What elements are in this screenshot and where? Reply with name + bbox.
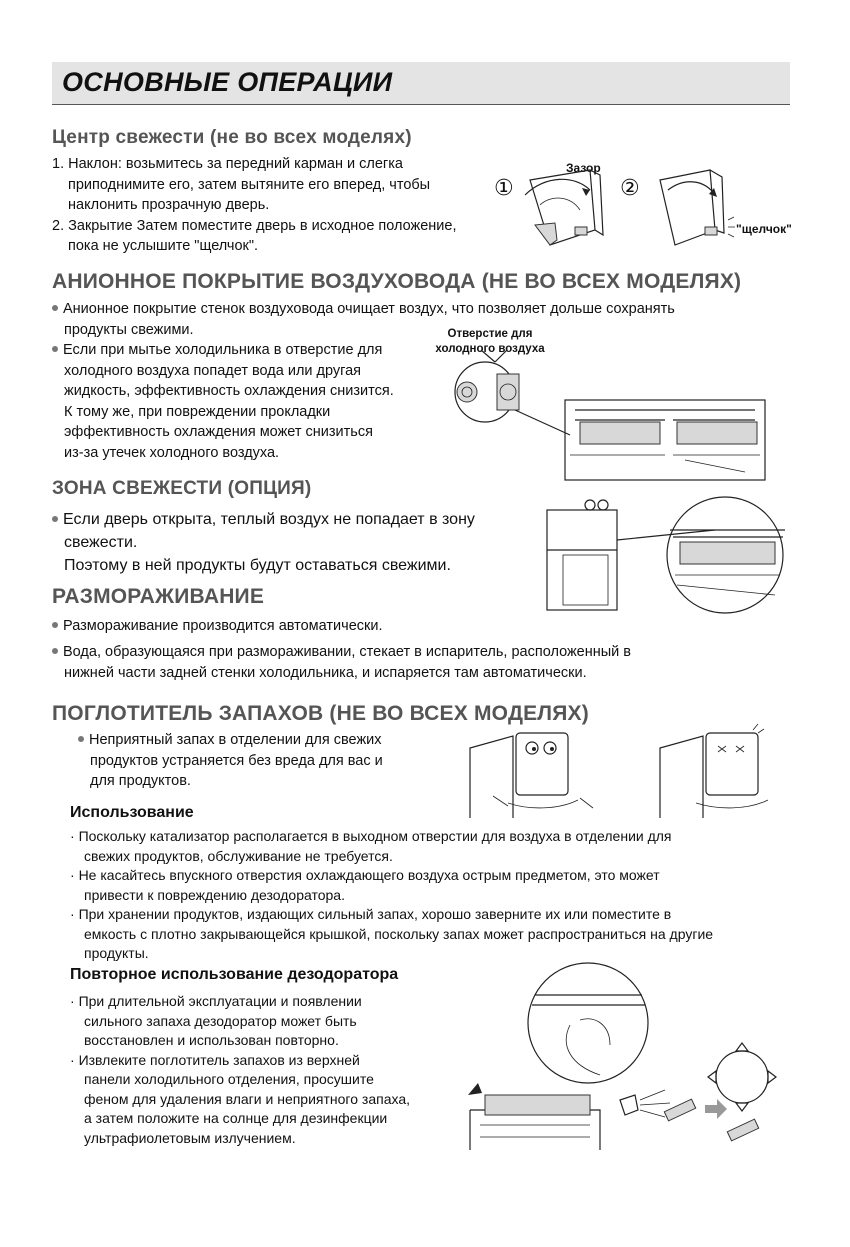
label-line: Отверстие для	[447, 328, 533, 340]
usage-item: · Не касайтесь впускного отверстия охлаждающего воздуха острым предметом, это может	[70, 867, 660, 883]
usage-heading: Использование	[70, 804, 194, 821]
close-illustration	[650, 165, 740, 255]
deodorizer-reuse-illustration	[460, 965, 790, 1150]
text-line: Поэтому в ней продукты будут оставаться свежими.	[64, 557, 451, 574]
reuse-item: · При длительной эксплуатации и появлении	[70, 993, 362, 1009]
fresh-zone-heading: ЗОНА СВЕЖЕСТИ (ОПЦИЯ)	[52, 478, 312, 499]
usage-item: · Поскольку катализатор располагается в выходном отверстии для воздуха в отделении для	[70, 828, 672, 844]
text-line: привести к повреждению дезодоратора.	[84, 886, 345, 903]
text-line: панели холодильного отделения, просушите	[84, 1071, 374, 1087]
anion-heading: АНИОННОЕ ПОКРЫТИЕ ВОЗДУХОВОДА (НЕ ВО ВСЕХ МОДЕЛЯХ)	[52, 270, 742, 293]
text-line: приподнимите его, затем вытяните его вперед, чтобы	[68, 176, 431, 193]
text-line: жидкость, эффективность охлаждения снизится.	[64, 383, 394, 399]
defrost-heading: РАЗМОРАЖИВАНИЕ	[52, 585, 265, 608]
cold-air-duct-illustration	[445, 360, 775, 480]
text-line: ультрафиолетовым излучением.	[84, 1129, 296, 1146]
usage-list	[70, 827, 713, 964]
step-number-1: ①	[494, 175, 514, 200]
text-line: феном для удаления влаги и неприятного запаха,	[84, 1090, 410, 1107]
page-header	[52, 62, 790, 105]
text-line: 2. Закрытие Затем поместите дверь в исходное положение,	[52, 217, 457, 234]
bullet-item: Размораживание производится автоматически.	[52, 616, 631, 637]
text-line: сильного запаха дезодоратор может быть	[84, 1012, 357, 1029]
text-line: восстановлен и использован повторно.	[84, 1032, 339, 1048]
text-line: пока не услышите "щелчок".	[68, 238, 259, 254]
page-title: ОСНОВНЫЕ ОПЕРАЦИИ	[62, 67, 393, 97]
text-line: нижней части задней стенки холодильника, и испаряется там автоматически.	[64, 665, 587, 681]
odor-heading: ПОГЛОТИТЕЛЬ ЗАПАХОВ (НЕ ВО ВСЕХ МОДЕЛЯХ)	[52, 702, 589, 725]
text-line: К тому же, при повреждении прокладки	[64, 403, 331, 420]
usage-item: · При хранении продуктов, издающих сильный запах, хорошо заверните их или поместите в	[70, 906, 672, 922]
fresh-center-heading: Центр свежести (не во всех моделях)	[52, 127, 412, 148]
text-line: а затем положите на солнце для дезинфекции	[84, 1110, 388, 1126]
text-line: продуктов устраняется без вреда для вас и	[90, 752, 383, 769]
text-line: для продуктов.	[90, 773, 191, 789]
text-line: Извлеките поглотитель запахов из верхней	[78, 1051, 360, 1068]
bullet-item: Если дверь открыта, теплый воздух не попадает в зону	[52, 508, 475, 531]
text-line: При хранении продуктов, издающих сильный запах, хорошо заверните их или поместите в	[78, 906, 672, 922]
bullet-item: Вода, образующаяся при размораживании, стекает в испаритель, расположенный в	[52, 642, 631, 663]
text-line: свежести.	[64, 534, 138, 551]
text-line: Поскольку катализатор располагается в выходном отверстии для воздуха в отделении для	[78, 828, 672, 844]
text-line: 1. Наклон: возьмитесь за передний карман и слегка	[52, 156, 403, 172]
bullet-item: Анионное покрытие стенок воздуховода очищает воздух, что позволяет дольше сохранять	[52, 299, 675, 320]
gap-label: Зазор	[566, 161, 601, 175]
reuse-item: · Извлеките поглотитель запахов из верхней	[70, 1051, 360, 1068]
bullet-item: Неприятный запах в отделении для свежих	[78, 730, 383, 751]
fresh-center-text	[52, 154, 457, 257]
step-number-2: ②	[620, 175, 640, 200]
cold-air-hole-label	[430, 327, 550, 357]
text-line: наклонить прозрачную дверь.	[68, 197, 270, 213]
label-line: холодного воздуха	[435, 343, 545, 355]
text-line: продукты.	[84, 945, 149, 961]
odor-intro-text	[78, 730, 383, 792]
defrost-text	[52, 616, 631, 684]
text-line: эффективность охлаждения может снизиться	[64, 424, 373, 440]
tilt-illustration	[515, 165, 615, 255]
text-line: продукты свежими.	[64, 321, 194, 338]
bullet-item: Если при мытье холодильника в отверстие для	[52, 340, 675, 361]
fresh-zone-illustration	[545, 495, 795, 615]
click-label: "щелчок"	[736, 222, 792, 236]
text-line: свежих продуктов, обслуживание не требуется.	[84, 847, 393, 864]
text-line: холодного воздуха попадет вода или другая	[64, 362, 362, 379]
text-line: из-за утечек холодного воздуха.	[64, 444, 280, 461]
reuse-list	[70, 992, 410, 1148]
text-line: емкость с плотно закрывающейся крышкой, поскольку запах может распространиться на другие	[84, 925, 714, 942]
text-line: Не касайтесь впускного отверстия охлаждающего воздуха острым предметом, это может	[78, 867, 660, 883]
text-line: При длительной эксплуатации и появлении	[78, 993, 362, 1009]
reuse-heading: Повторное использование дезодоратора	[70, 966, 399, 983]
deodorizer-illustration	[468, 728, 778, 823]
fresh-zone-text	[52, 508, 475, 577]
